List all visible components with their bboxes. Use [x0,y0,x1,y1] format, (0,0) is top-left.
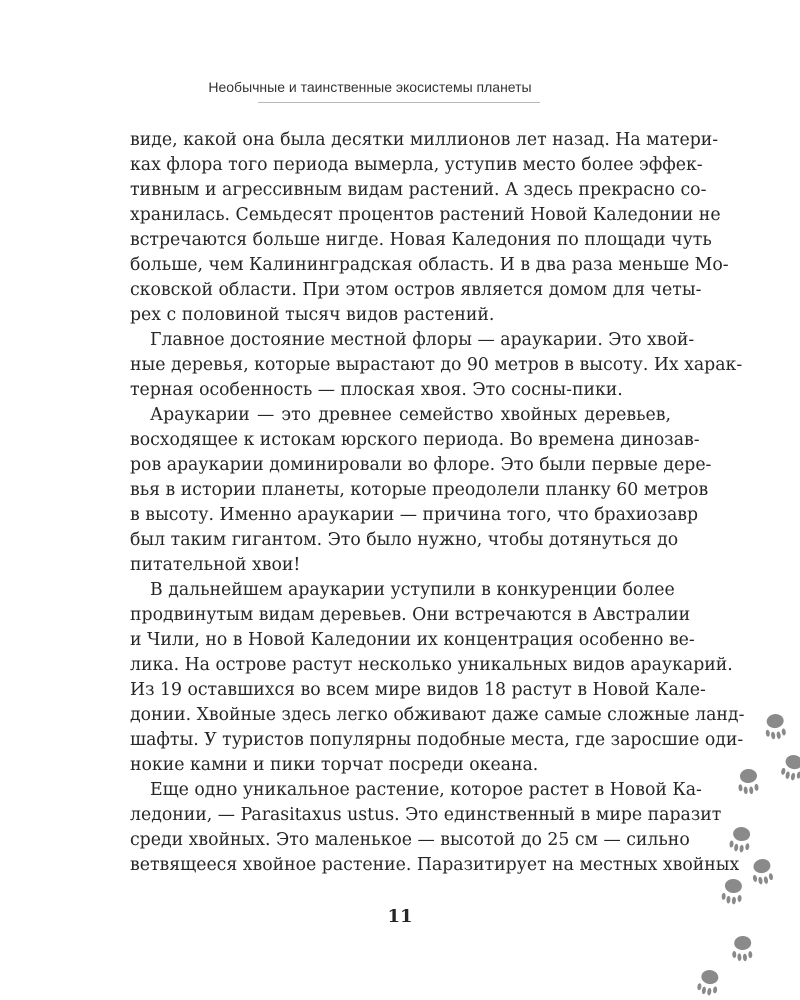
paw-print-icon [694,966,724,999]
text-line: был таким гигантом. Это было нужно, чтобы дотянуться до [130,530,679,550]
page-number: 11 [387,906,413,927]
text-line: лика. На острове растут несколько уникальных видов араукарий. [130,655,733,675]
text-line: нокие камни и пики торчат посреди океана. [130,755,539,775]
body-text [130,128,745,878]
text-line: донии. Хвойные здесь легко обживают даже самые сложные ланд- [130,705,745,725]
text-line: в высоту. Именно араукарии — причина того, что брахиозавр [130,505,699,525]
text-line: ров араукарии доминировали во флоре. Это были первые дере- [130,455,712,475]
paw-print-icon [748,855,779,889]
text-line: больше, чем Калининградская область. И в два раза меньше Мо- [130,255,729,275]
paragraph-start-line: Главное достояние местной флоры — араукарии. Это хвой- [150,330,695,350]
text-line: и Чили, но в Новой Каледонии их концентрация особенно ве- [130,630,695,650]
running-header: Необычные и таинственные экосистемы планеты [208,79,532,95]
text-line: шафты. У туристов популярны подобные места, где заросшие оди- [130,730,744,750]
text-line: ные деревья, которые вырастают до 90 метров в высоту. Их харак- [130,355,743,375]
text-line: продвинутым видам деревьев. Они встречаются в Австралии [130,605,691,625]
paragraph-start-line: Араукарии — это древнее семейство хвойных деревьев, [150,405,671,425]
text-line: ках флора того периода вымерла, уступив место более эффек- [130,155,703,175]
text-line: хранилась. Семьдесят процентов растений Новой Каледонии не [130,205,721,225]
paw-print-icon [719,876,747,908]
text-line: среди хвойных. Это маленькое — высотой до 25 см — сильно [130,830,690,850]
text-line: ветвящееся хвойное растение. Паразитирует на местных хвойных [130,855,740,875]
paragraph-start-line: В дальнейшем араукарии уступили в конкуренции более [150,580,675,600]
text-line: вья в истории планеты, которые преодолели планку 60 метров [130,480,709,500]
text-line: питательной хвои! [130,555,301,575]
text-line: тивным и агрессивным видам растений. А здесь прекрасно со- [130,180,707,200]
text-line: рех с половиной тысяч видов растений. [130,305,495,325]
paw-print-icon [778,751,800,785]
text-line: Из 19 оставшихся во всем мире видов 18 растут в Новой Кале- [130,680,706,700]
text-line: виде, какой она была десятки миллионов лет назад. На матери- [130,130,719,150]
text-line: терная особенность — плоская хвоя. Это сосны-пики. [130,380,623,400]
paragraph-start-line: Еще одно уникальное растение, которое растет в Новой Ка- [150,780,702,800]
text-line: сковской области. При этом остров является домом для четы- [130,280,702,300]
text-line: ледонии, — Parasitaxus ustus. Это единственный в мире паразит [130,805,722,825]
text-line: встречаются больше нигде. Новая Каледония по площади чуть [130,230,712,250]
text-line: восходящее к истокам юрского периода. Во времена динозав- [130,430,700,450]
header-rule [258,102,540,103]
paw-print-icon [735,766,764,798]
paw-print-icon [727,824,756,857]
paw-print-icon [729,933,757,964]
paw-print-icon [761,710,791,743]
